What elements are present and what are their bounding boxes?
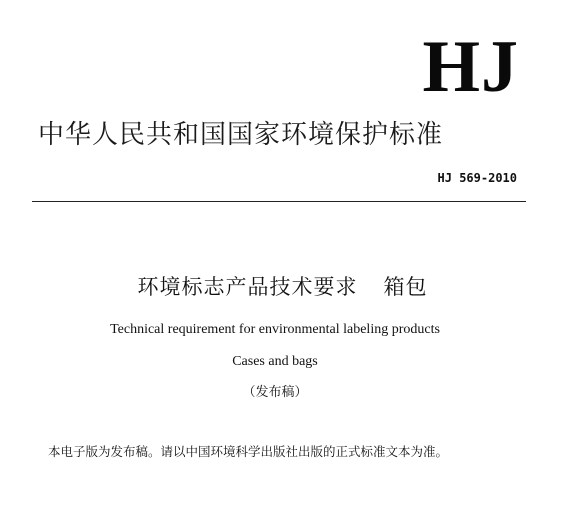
- standard-category-title: 中华人民共和国国家环境保护标准: [38, 120, 444, 150]
- document-title-cn: [0, 272, 565, 302]
- document-title-cn-main: 环境标志产品技术要求: [137, 275, 358, 299]
- document-title-en: Technical requirement for environmental labeling products: [110, 322, 440, 337]
- release-status: （发布稿）: [242, 385, 308, 400]
- document-title-cn-sub: 箱包: [383, 275, 428, 299]
- edition-notice: 本电子版为发布稿。请以中国环境科学出版社出版的正式标准文本为准。: [48, 444, 449, 459]
- header-divider: [32, 201, 526, 202]
- document-subtitle-en: Cases and bags: [232, 354, 318, 369]
- standard-number: HJ 569-2010: [437, 171, 517, 185]
- hj-logo: HJ: [422, 26, 519, 108]
